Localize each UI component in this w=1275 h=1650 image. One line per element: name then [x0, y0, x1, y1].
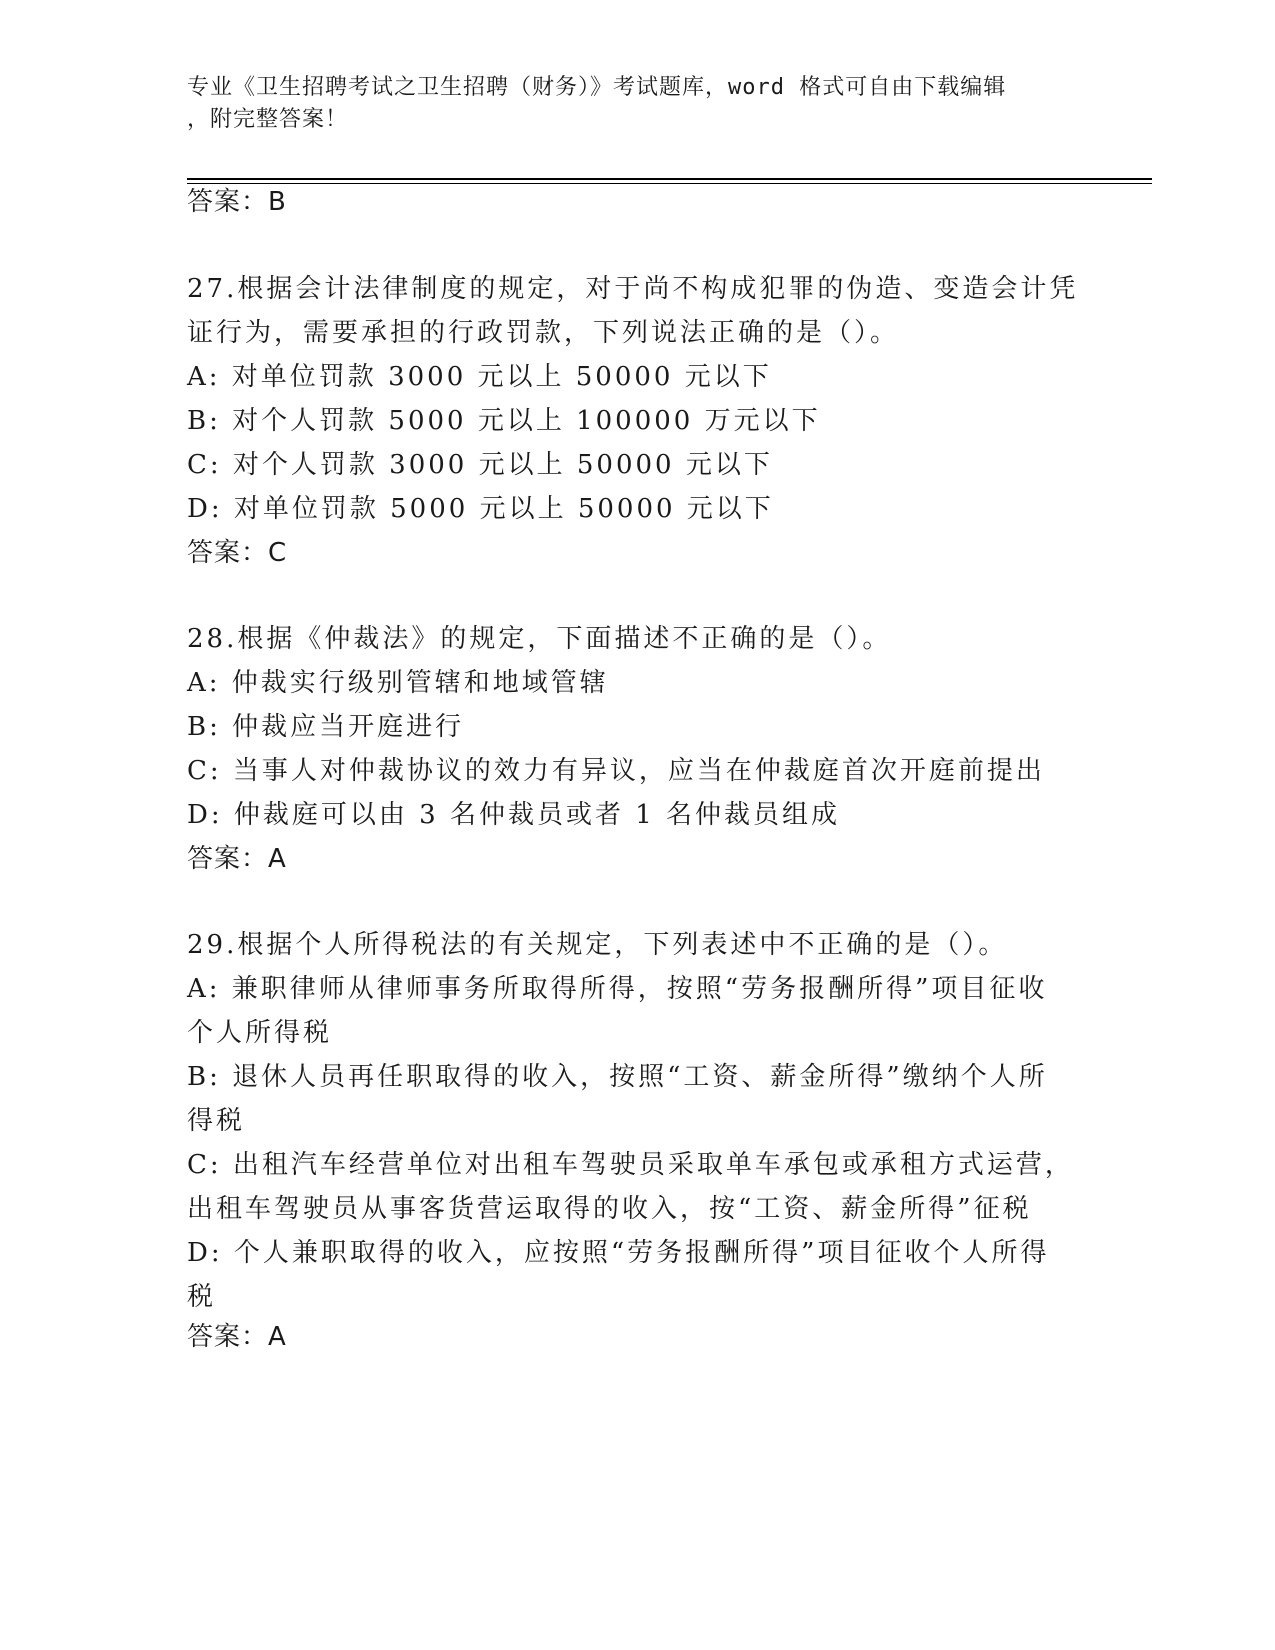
q27-stem-line-1: 27.根据会计法律制度的规定，对于尚不构成犯罪的伪造、变造会计凭 — [187, 274, 1079, 304]
q29-option-c-line-2: 出租车驾驶员从事客货营运取得的收入，按“工资、薪金所得”征税 — [187, 1194, 1032, 1224]
q28-option-a: A: 仲裁实行级别管辖和地域管辖 — [187, 668, 609, 698]
q28-option-b: B: 仲裁应当开庭进行 — [187, 712, 465, 742]
q28-option-d: D: 仲裁庭可以由 3 名仲裁员或者 1 名仲裁员组成 — [187, 800, 841, 830]
q29-option-d-line-1: D: 个人兼职取得的收入，应按照“劳务报酬所得”项目征收个人所得 — [187, 1238, 1050, 1268]
q29-option-b-line-2: 得税 — [187, 1106, 246, 1136]
q28-option-c: C: 当事人对仲裁协议的效力有异议，应当在仲裁庭首次开庭前提出 — [187, 756, 1045, 786]
q29-option-d-line-2: 税 — [187, 1282, 217, 1312]
q27-option-b: B: 对个人罚款 5000 元以上 100000 万元以下 — [187, 406, 821, 436]
page-header — [187, 72, 1087, 136]
q29-stem: 29.根据个人所得税法的有关规定，下列表述中不正确的是（）。 — [187, 930, 1008, 960]
q29-option-a-line-2: 个人所得税 — [187, 1018, 333, 1048]
q28-answer: 答案：A — [187, 844, 287, 874]
q27-option-c: C: 对个人罚款 3000 元以上 50000 元以下 — [187, 450, 773, 480]
q28-stem: 28.根据《仲裁法》的规定，下面描述不正确的是（）。 — [187, 624, 892, 654]
q29-option-a-line-1: A: 兼职律师从律师事务所取得所得，按照“劳务报酬所得”项目征收 — [187, 974, 1048, 1004]
header-line-2: ，附完整答案！ — [187, 107, 349, 132]
q29-answer: 答案：A — [187, 1322, 287, 1352]
answer-26: 答案：B — [187, 187, 287, 217]
q27-stem-line-2: 证行为，需要承担的行政罚款，下列说法正确的是（）。 — [187, 318, 900, 348]
q27-answer: 答案：C — [187, 538, 288, 568]
header-divider-thick — [187, 178, 1152, 180]
q29-option-b-line-1: B: 退休人员再任职取得的收入，按照“工资、薪金所得”缴纳个人所 — [187, 1062, 1048, 1092]
q29-option-c-line-1: C: 出租汽车经营单位对出租车驾驶员采取单车承包或承租方式运营， — [187, 1150, 1074, 1180]
header-line-1: 专业《卫生招聘考试之卫生招聘（财务）》考试题库，word 格式可自由下载编辑 — [187, 75, 1007, 100]
q27-option-d: D: 对单位罚款 5000 元以上 50000 元以下 — [187, 494, 774, 524]
header-divider-thin — [187, 183, 1152, 184]
q27-option-a: A: 对单位罚款 3000 元以上 50000 元以下 — [187, 362, 772, 392]
